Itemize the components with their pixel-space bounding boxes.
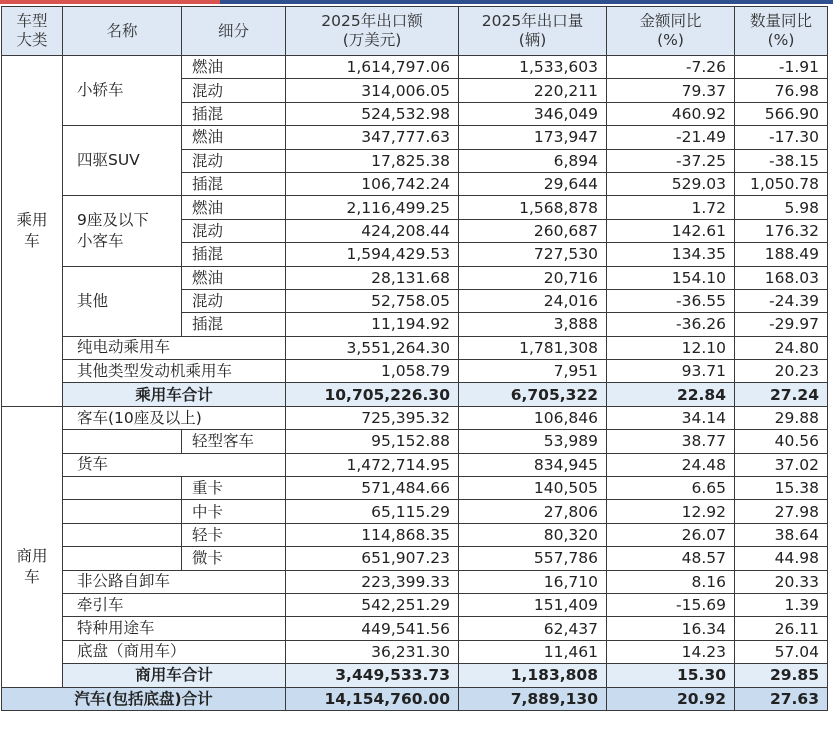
volume-yoy-cell: 27.63 — [735, 687, 828, 710]
export-volume-cell: 7,889,130 — [459, 687, 607, 710]
export-amount-cell: 449,541.56 — [286, 617, 459, 640]
export-amount-cell: 223,399.33 — [286, 570, 459, 593]
table-row — [2, 336, 828, 359]
table-row — [2, 406, 828, 429]
volume-yoy-cell: 27.98 — [735, 500, 828, 523]
amount-yoy-cell: 15.30 — [607, 664, 735, 687]
export-volume-cell: 834,945 — [459, 453, 607, 476]
amount-yoy-cell: 12.92 — [607, 500, 735, 523]
amount-yoy-cell: -36.26 — [607, 313, 735, 336]
amount-yoy-cell: -15.69 — [607, 593, 735, 616]
export-amount-cell: 95,152.88 — [286, 430, 459, 453]
amount-yoy-cell: 26.07 — [607, 523, 735, 546]
volume-yoy-cell: 24.80 — [735, 336, 828, 359]
export-amount-cell: 36,231.30 — [286, 640, 459, 663]
volume-yoy-cell: 26.11 — [735, 617, 828, 640]
volume-yoy-cell: 566.90 — [735, 102, 828, 125]
header-volume-yoy: 数量同比 (%) — [735, 7, 828, 56]
export-volume-cell: 140,505 — [459, 477, 607, 500]
table-row — [2, 453, 828, 476]
export-volume-cell: 20,716 — [459, 266, 607, 289]
vehicle-name-cell: 客车(10座及以上) — [63, 406, 286, 429]
header-name: 名称 — [63, 7, 182, 56]
subdivision-cell: 燃油 — [182, 196, 286, 219]
export-amount-cell: 11,194.92 — [286, 313, 459, 336]
header-subdivision: 细分 — [182, 7, 286, 56]
volume-yoy-cell: 188.49 — [735, 243, 828, 266]
subdivision-cell: 混动 — [182, 289, 286, 312]
amount-yoy-cell: 1.72 — [607, 196, 735, 219]
amount-yoy-cell: -7.26 — [607, 56, 735, 79]
vehicle-name-cell — [63, 500, 182, 523]
subdivision-cell: 燃油 — [182, 56, 286, 79]
vehicle-name-cell: 四驱SUV — [63, 126, 182, 196]
table-row — [2, 593, 828, 616]
export-amount-cell: 651,907.23 — [286, 547, 459, 570]
volume-yoy-cell: 20.23 — [735, 360, 828, 383]
volume-yoy-cell: 27.24 — [735, 383, 828, 406]
export-volume-cell: 727,530 — [459, 243, 607, 266]
export-volume-cell: 1,568,878 — [459, 196, 607, 219]
amount-yoy-cell: 22.84 — [607, 383, 735, 406]
table-row — [2, 547, 828, 570]
export-volume-cell: 173,947 — [459, 126, 607, 149]
header-export-amount: 2025年出口额 (万美元) — [286, 7, 459, 56]
volume-yoy-cell: -1.91 — [735, 56, 828, 79]
export-volume-cell: 27,806 — [459, 500, 607, 523]
subtotal-label: 商用车合计 — [63, 664, 286, 687]
header-row — [2, 7, 828, 56]
vehicle-name-cell: 9座及以下 小客车 — [63, 196, 182, 266]
export-amount-cell: 524,532.98 — [286, 102, 459, 125]
table-row — [2, 266, 828, 289]
volume-yoy-cell: 40.56 — [735, 430, 828, 453]
export-volume-cell: 220,211 — [459, 79, 607, 102]
subdivision-cell: 轻卡 — [182, 523, 286, 546]
volume-yoy-cell: 29.85 — [735, 664, 828, 687]
vehicle-name-cell: 小轿车 — [63, 56, 182, 126]
export-volume-cell: 6,705,322 — [459, 383, 607, 406]
amount-yoy-cell: 134.35 — [607, 243, 735, 266]
export-amount-cell: 1,472,714.95 — [286, 453, 459, 476]
export-amount-cell: 17,825.38 — [286, 149, 459, 172]
header-vehicle-category: 车型 大类 — [2, 7, 63, 56]
amount-yoy-cell: 38.77 — [607, 430, 735, 453]
vehicle-name-cell: 特种用途车 — [63, 617, 286, 640]
vehicle-name-cell — [63, 523, 182, 546]
subdivision-cell: 燃油 — [182, 266, 286, 289]
grand-total-label: 汽车(包括底盘)合计 — [2, 687, 286, 710]
subdivision-cell: 中卡 — [182, 500, 286, 523]
export-volume-cell: 7,951 — [459, 360, 607, 383]
amount-yoy-cell: 460.92 — [607, 102, 735, 125]
vehicle-name-cell — [63, 430, 182, 453]
subdivision-cell: 混动 — [182, 219, 286, 242]
amount-yoy-cell: -36.55 — [607, 289, 735, 312]
export-amount-cell: 1,594,429.53 — [286, 243, 459, 266]
export-amount-cell: 65,115.29 — [286, 500, 459, 523]
table-row — [2, 196, 828, 219]
amount-yoy-cell: 16.34 — [607, 617, 735, 640]
table-row — [2, 640, 828, 663]
amount-yoy-cell: 142.61 — [607, 219, 735, 242]
volume-yoy-cell: 44.98 — [735, 547, 828, 570]
top-bar-red-segment — [0, 0, 220, 4]
vehicle-name-cell: 货车 — [63, 453, 286, 476]
volume-yoy-cell: 37.02 — [735, 453, 828, 476]
grand-total-row — [2, 687, 828, 710]
subdivision-cell: 燃油 — [182, 126, 286, 149]
export-volume-cell: 106,846 — [459, 406, 607, 429]
amount-yoy-cell: 24.48 — [607, 453, 735, 476]
export-volume-cell: 6,894 — [459, 149, 607, 172]
amount-yoy-cell: 14.23 — [607, 640, 735, 663]
table-row — [2, 570, 828, 593]
amount-yoy-cell: -37.25 — [607, 149, 735, 172]
export-amount-cell: 1,614,797.06 — [286, 56, 459, 79]
export-volume-cell: 53,989 — [459, 430, 607, 453]
export-data-table — [1, 6, 828, 711]
export-volume-cell: 151,409 — [459, 593, 607, 616]
vehicle-name-cell: 其他类型发动机乘用车 — [63, 360, 286, 383]
vehicle-name-cell: 底盘（商用车） — [63, 640, 286, 663]
export-volume-cell: 80,320 — [459, 523, 607, 546]
table-row — [2, 126, 828, 149]
export-amount-cell: 424,208.44 — [286, 219, 459, 242]
export-volume-cell: 260,687 — [459, 219, 607, 242]
category-commercial-cell: 商用 车 — [2, 406, 63, 687]
volume-yoy-cell: 57.04 — [735, 640, 828, 663]
export-volume-cell: 62,437 — [459, 617, 607, 640]
export-amount-cell: 571,484.66 — [286, 477, 459, 500]
volume-yoy-cell: 168.03 — [735, 266, 828, 289]
category-passenger-cell: 乘用 车 — [2, 56, 63, 407]
export-amount-cell: 3,449,533.73 — [286, 664, 459, 687]
commercial-subtotal-row — [2, 664, 828, 687]
volume-yoy-cell: -38.15 — [735, 149, 828, 172]
top-decorative-bar — [0, 0, 833, 4]
top-bar-blue-segment — [220, 0, 833, 4]
volume-yoy-cell: 20.33 — [735, 570, 828, 593]
amount-yoy-cell: 6.65 — [607, 477, 735, 500]
header-amount-yoy: 金额同比 (%) — [607, 7, 735, 56]
export-volume-cell: 16,710 — [459, 570, 607, 593]
volume-yoy-cell: 76.98 — [735, 79, 828, 102]
header-export-volume: 2025年出口量 (辆) — [459, 7, 607, 56]
amount-yoy-cell: 20.92 — [607, 687, 735, 710]
amount-yoy-cell: 12.10 — [607, 336, 735, 359]
table-body — [2, 56, 828, 711]
vehicle-name-cell: 纯电动乘用车 — [63, 336, 286, 359]
volume-yoy-cell: 38.64 — [735, 523, 828, 546]
table-row — [2, 360, 828, 383]
export-amount-cell: 542,251.29 — [286, 593, 459, 616]
volume-yoy-cell: -29.97 — [735, 313, 828, 336]
table-row — [2, 523, 828, 546]
export-amount-cell: 14,154,760.00 — [286, 687, 459, 710]
subdivision-cell: 轻型客车 — [182, 430, 286, 453]
vehicle-name-cell — [63, 547, 182, 570]
export-amount-cell: 52,758.05 — [286, 289, 459, 312]
export-amount-cell: 106,742.24 — [286, 172, 459, 195]
export-amount-cell: 3,551,264.30 — [286, 336, 459, 359]
export-amount-cell: 347,777.63 — [286, 126, 459, 149]
export-volume-cell: 346,049 — [459, 102, 607, 125]
amount-yoy-cell: 154.10 — [607, 266, 735, 289]
volume-yoy-cell: 1,050.78 — [735, 172, 828, 195]
vehicle-name-cell: 其他 — [63, 266, 182, 336]
table-row — [2, 617, 828, 640]
volume-yoy-cell: -24.39 — [735, 289, 828, 312]
subdivision-cell: 混动 — [182, 149, 286, 172]
export-amount-cell: 314,006.05 — [286, 79, 459, 102]
vehicle-name-cell: 牵引车 — [63, 593, 286, 616]
volume-yoy-cell: 1.39 — [735, 593, 828, 616]
export-amount-cell: 725,395.32 — [286, 406, 459, 429]
table-row — [2, 56, 828, 79]
volume-yoy-cell: -17.30 — [735, 126, 828, 149]
export-amount-cell: 1,058.79 — [286, 360, 459, 383]
export-amount-cell: 28,131.68 — [286, 266, 459, 289]
amount-yoy-cell: -21.49 — [607, 126, 735, 149]
vehicle-name-cell: 非公路自卸车 — [63, 570, 286, 593]
subdivision-cell: 微卡 — [182, 547, 286, 570]
export-volume-cell: 11,461 — [459, 640, 607, 663]
subdivision-cell: 插混 — [182, 172, 286, 195]
export-volume-cell: 3,888 — [459, 313, 607, 336]
table-row — [2, 500, 828, 523]
amount-yoy-cell: 79.37 — [607, 79, 735, 102]
subdivision-cell: 插混 — [182, 313, 286, 336]
export-amount-cell: 114,868.35 — [286, 523, 459, 546]
amount-yoy-cell: 529.03 — [607, 172, 735, 195]
volume-yoy-cell: 29.88 — [735, 406, 828, 429]
subtotal-label: 乘用车合计 — [63, 383, 286, 406]
export-amount-cell: 10,705,226.30 — [286, 383, 459, 406]
vehicle-name-cell — [63, 477, 182, 500]
amount-yoy-cell: 93.71 — [607, 360, 735, 383]
subdivision-cell: 插混 — [182, 102, 286, 125]
passenger-subtotal-row — [2, 383, 828, 406]
export-volume-cell: 1,533,603 — [459, 56, 607, 79]
export-volume-cell: 24,016 — [459, 289, 607, 312]
amount-yoy-cell: 8.16 — [607, 570, 735, 593]
table-row — [2, 477, 828, 500]
volume-yoy-cell: 176.32 — [735, 219, 828, 242]
export-volume-cell: 29,644 — [459, 172, 607, 195]
subdivision-cell: 混动 — [182, 79, 286, 102]
export-volume-cell: 1,183,808 — [459, 664, 607, 687]
export-volume-cell: 1,781,308 — [459, 336, 607, 359]
table-row — [2, 430, 828, 453]
export-amount-cell: 2,116,499.25 — [286, 196, 459, 219]
volume-yoy-cell: 5.98 — [735, 196, 828, 219]
export-volume-cell: 557,786 — [459, 547, 607, 570]
amount-yoy-cell: 34.14 — [607, 406, 735, 429]
amount-yoy-cell: 48.57 — [607, 547, 735, 570]
subdivision-cell: 插混 — [182, 243, 286, 266]
subdivision-cell: 重卡 — [182, 477, 286, 500]
volume-yoy-cell: 15.38 — [735, 477, 828, 500]
